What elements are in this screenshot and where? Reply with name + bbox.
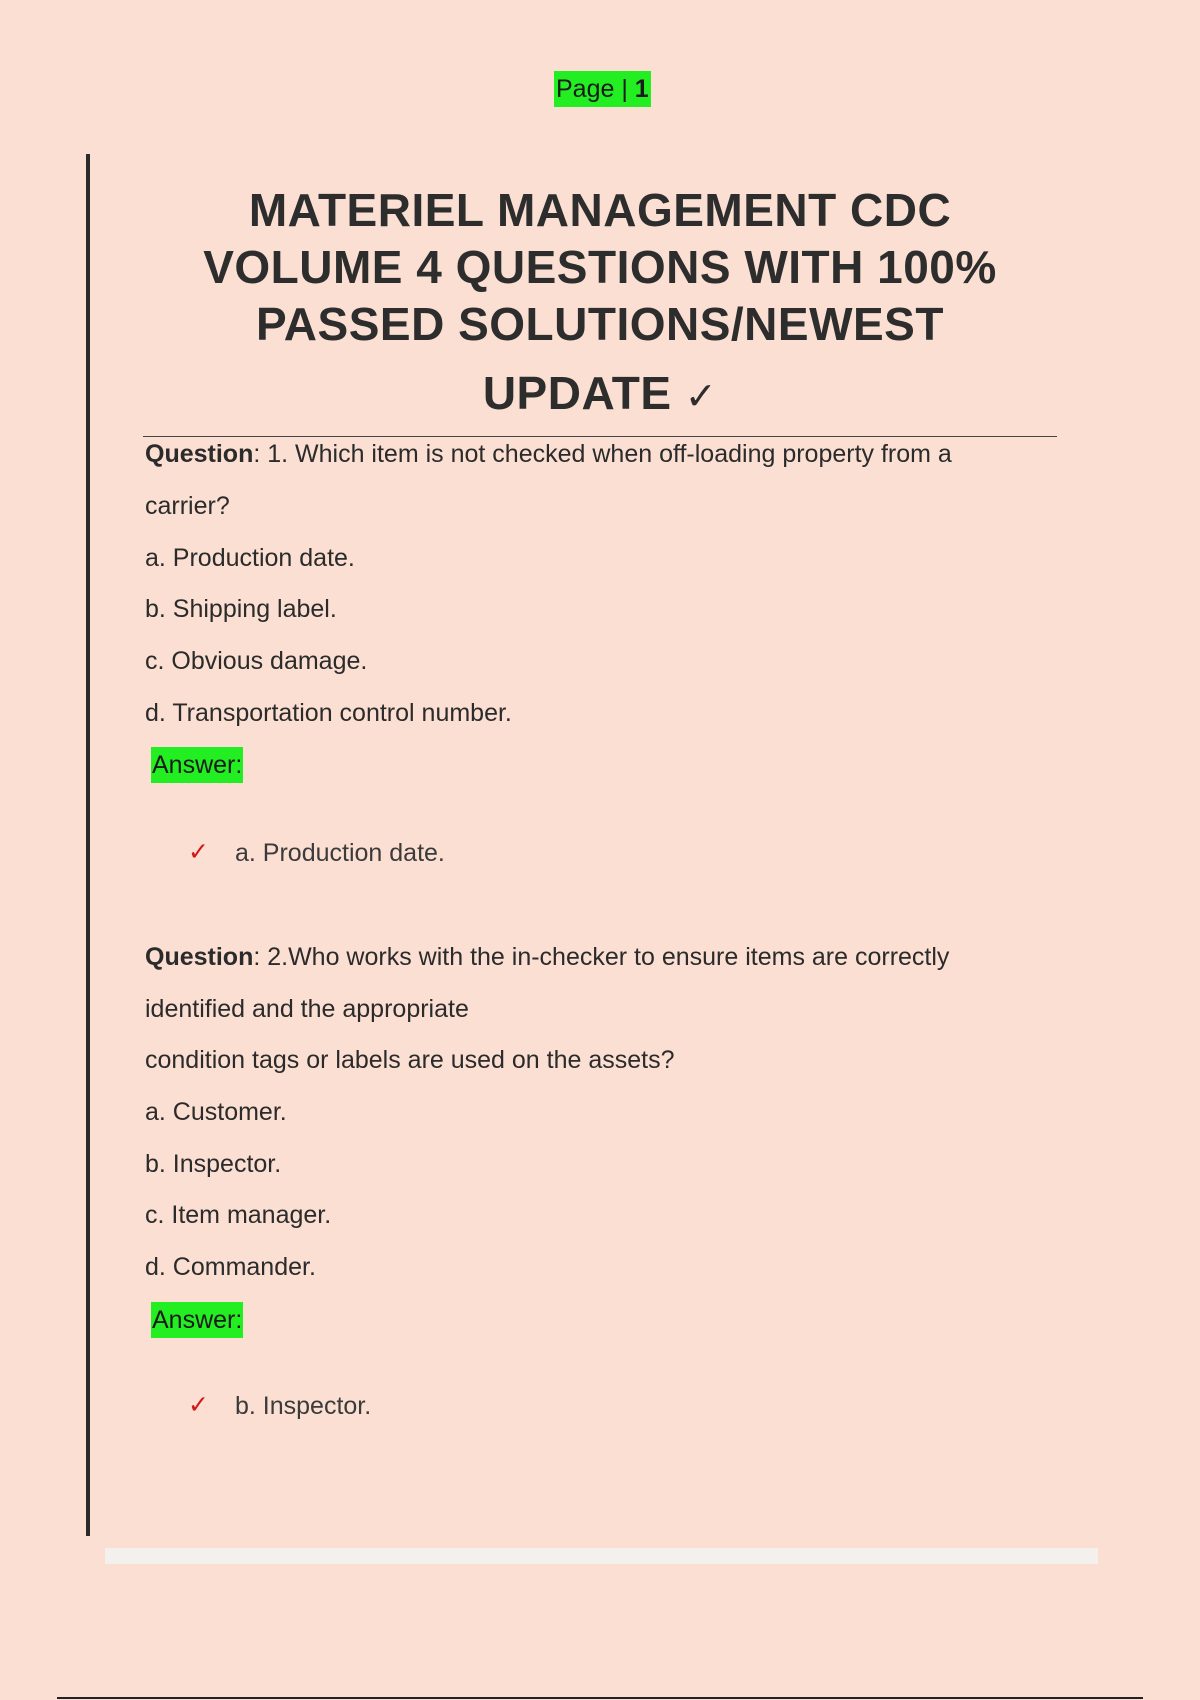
- title-line-3: PASSED SOLUTIONS/NEWEST: [256, 298, 944, 350]
- footer-rule: [57, 1697, 1143, 1699]
- question-2-line-1: [145, 941, 949, 973]
- page-label: Page |: [556, 75, 628, 103]
- question-2-answer: b. Inspector.: [235, 1392, 372, 1420]
- title-rule: [143, 436, 1057, 437]
- question-2-option-d: d. Commander.: [145, 1253, 316, 1281]
- question-1-text-2: carrier?: [145, 492, 230, 520]
- bottom-bar: [105, 1548, 1098, 1564]
- question-2-option-b: b. Inspector.: [145, 1150, 282, 1178]
- title-line-2: VOLUME 4 QUESTIONS WITH 100%: [203, 241, 997, 293]
- question-2-check-icon: ✓: [188, 1391, 209, 1419]
- question-1-answer-label: Answer:: [151, 747, 243, 783]
- page-number: [554, 71, 651, 107]
- question-2-option-c: c. Item manager.: [145, 1201, 332, 1229]
- title-line-4: UPDATE: [482, 367, 672, 419]
- question-1-option-a: a. Production date.: [145, 544, 355, 572]
- question-1-option-d: d. Transportation control number.: [145, 699, 512, 727]
- page-number-value: 1: [634, 75, 649, 103]
- question-2-text-1: : 2.Who works with the in-checker to ensure items are correctly: [253, 943, 950, 971]
- question-2-text-3: condition tags or labels are used on the assets?: [145, 1046, 675, 1074]
- question-2-text-2: identified and the appropriate: [145, 995, 469, 1023]
- question-1-answer: a. Production date.: [235, 839, 445, 867]
- question-1-check-icon: ✓: [188, 838, 209, 866]
- document-title: [145, 182, 1055, 426]
- title-line-4-wrap: [145, 365, 1055, 426]
- question-1-option-b: b. Shipping label.: [145, 595, 337, 623]
- question-2-label: Question: [145, 943, 254, 971]
- question-1-option-c: c. Obvious damage.: [145, 647, 368, 675]
- question-2-answer-label: Answer:: [151, 1302, 243, 1338]
- question-1-text-1: : 1. Which item is not checked when off-loading property from a: [253, 440, 952, 468]
- question-2-option-a: a. Customer.: [145, 1098, 287, 1126]
- question-1-label: Question: [145, 440, 254, 468]
- side-rule: [86, 154, 90, 1536]
- title-check-icon: ✓: [684, 376, 718, 418]
- question-1-line-1: [145, 438, 952, 470]
- title-line-1: MATERIEL MANAGEMENT CDC: [248, 184, 952, 236]
